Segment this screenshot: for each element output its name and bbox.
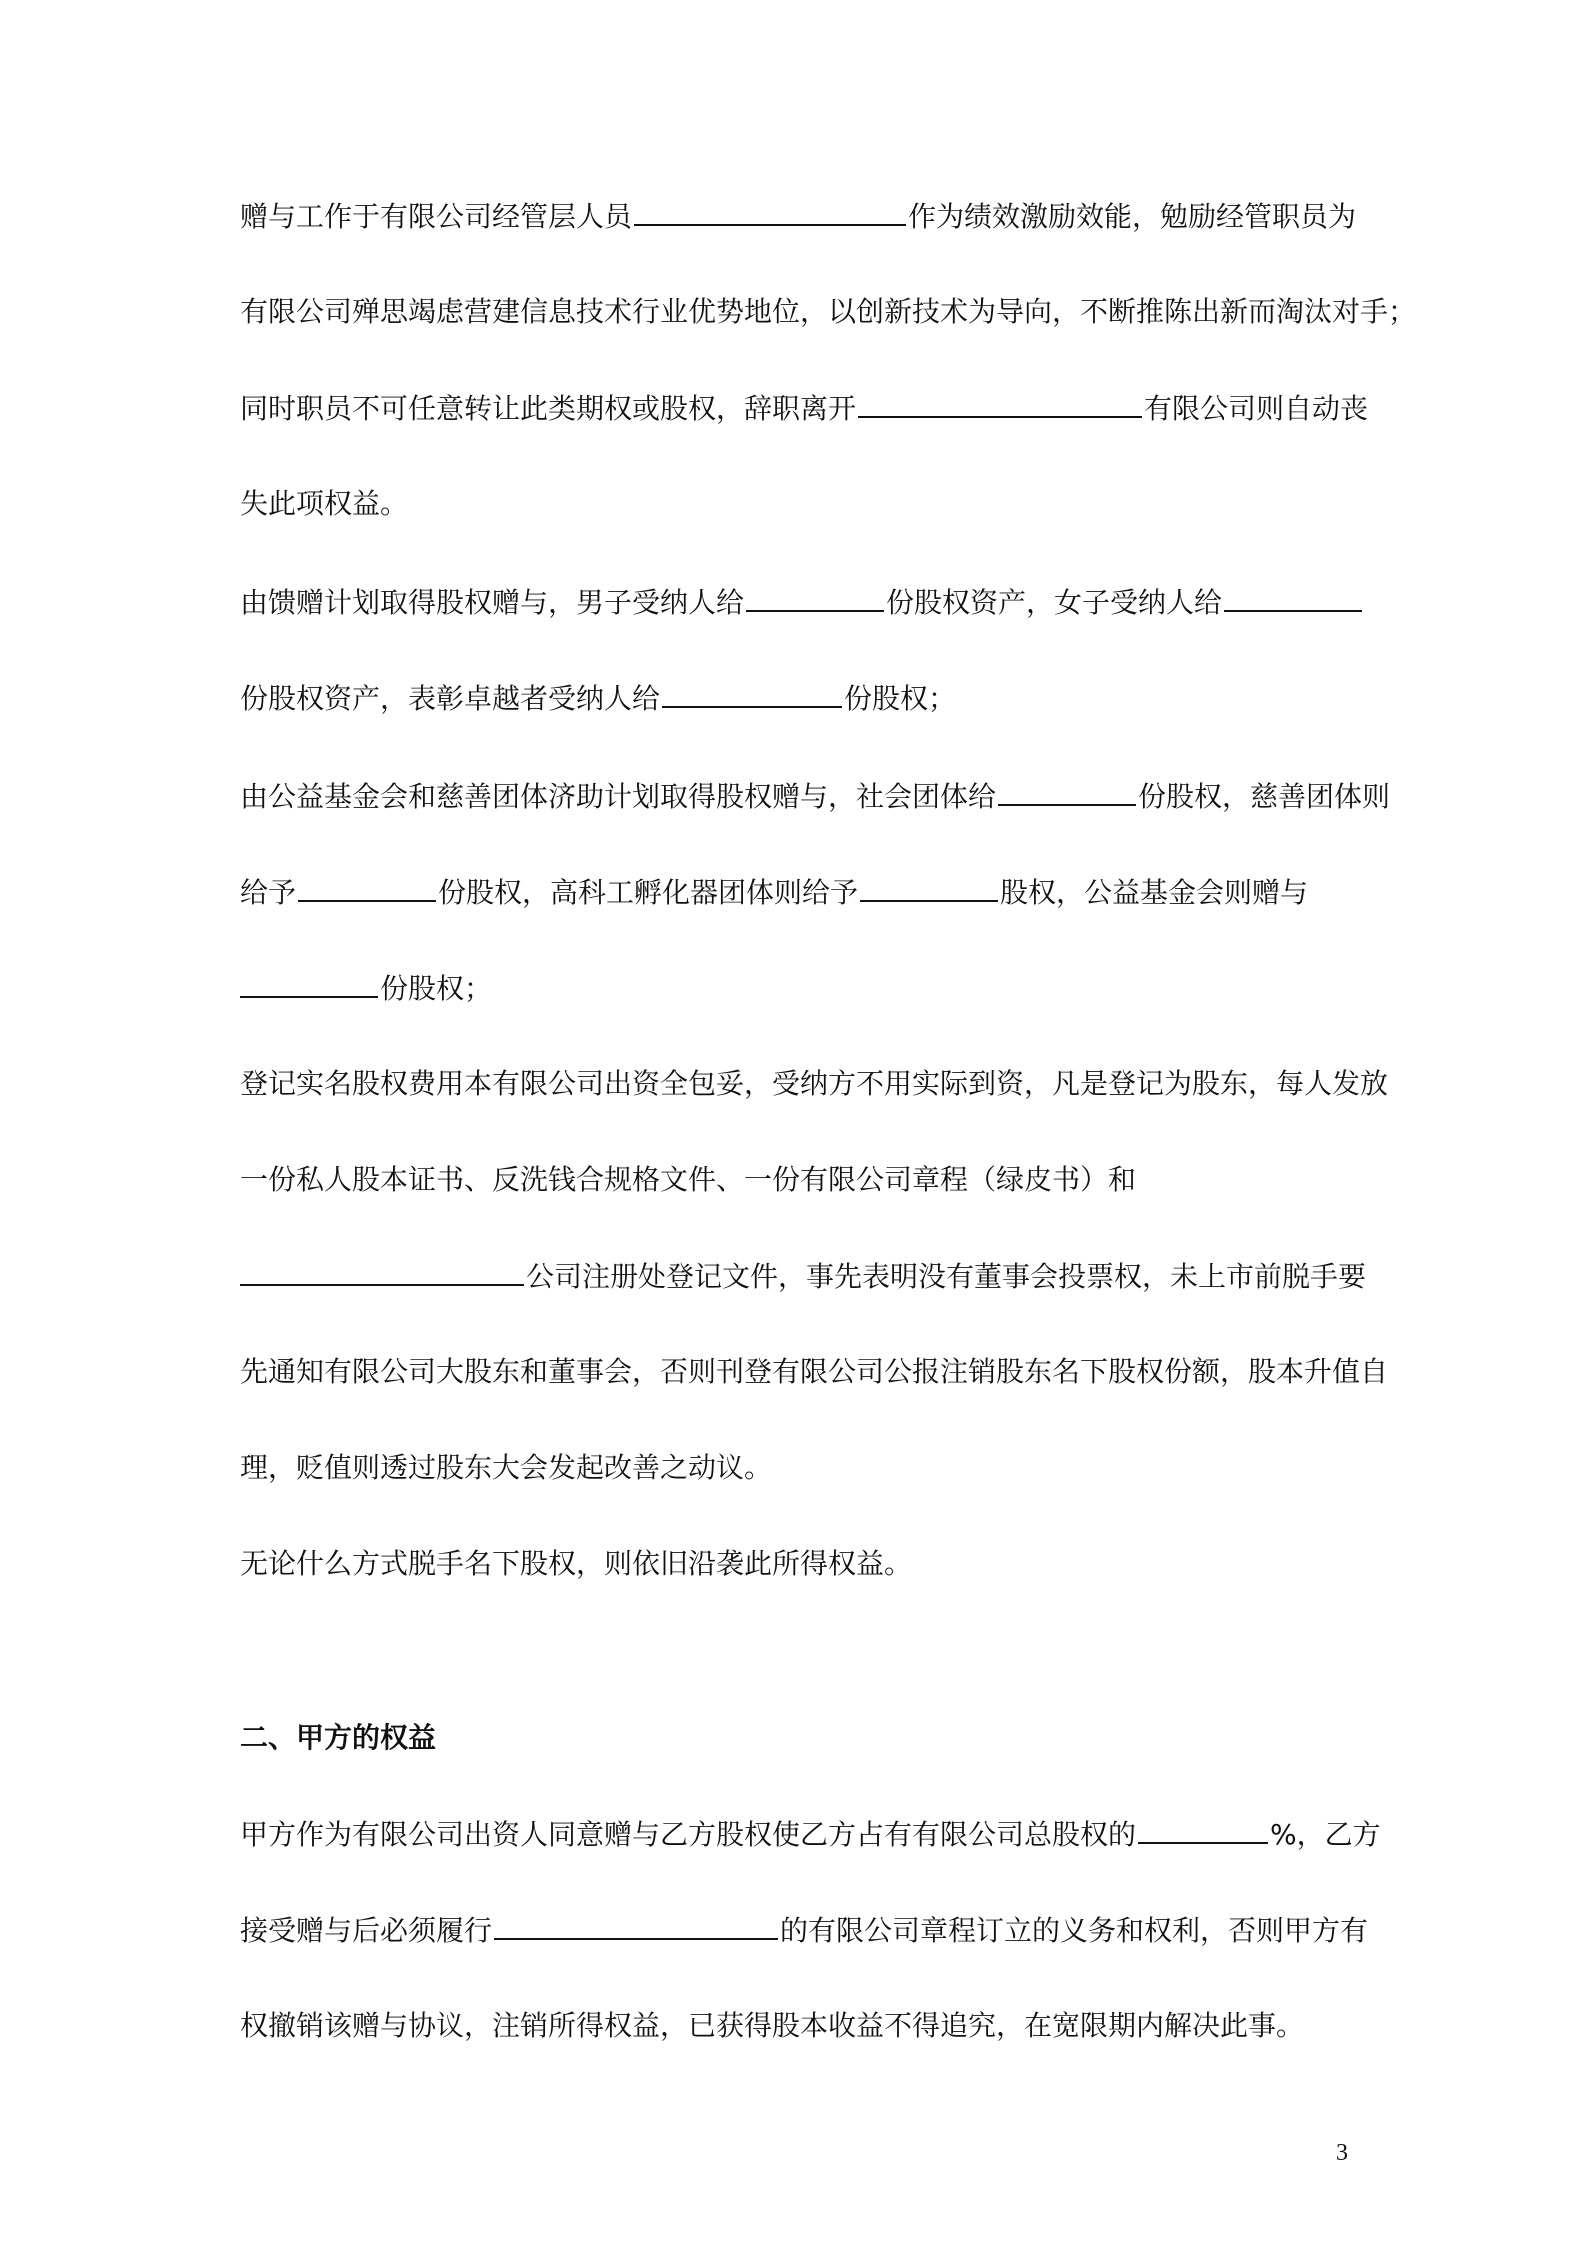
text-line: 理，贬值则透过股东大会发起改善之动议。	[240, 1451, 773, 1484]
text-line: 一份私人股本证书、反洗钱合规格文件、一份有限公司章程（绿皮书）和	[240, 1163, 1137, 1196]
text-line: 权撤销该赠与协议，注销所得权益，已获得股本收益不得追究，在宽限期内解决此事。	[240, 2009, 1305, 2042]
text-line: 失此项权益。	[240, 487, 409, 520]
text-span: 的有限公司章程订立的义务和权利，否则甲方有	[780, 1914, 1369, 1947]
text-line: 先通知有限公司大股东和董事会，否则刊登有限公司公报注销股东名下股权份额，股本升值自	[240, 1355, 1389, 1388]
text-line	[240, 1814, 1381, 1855]
text-line	[240, 968, 1365, 1009]
text-line	[240, 582, 1365, 623]
fill-in-blank[interactable]	[1138, 1814, 1268, 1844]
text-span: 给予	[240, 876, 297, 909]
fill-in-blank[interactable]	[662, 678, 842, 708]
section-heading: 二、甲方的权益	[240, 1721, 437, 1754]
fill-in-blank[interactable]	[240, 1256, 524, 1286]
fill-in-blank[interactable]	[1224, 582, 1362, 612]
text-span: 股权，公益基金会则赠与	[1000, 876, 1309, 909]
fill-in-blank[interactable]	[634, 196, 906, 226]
text-span: 作为绩效激励效能，勉励经管职员为	[908, 200, 1357, 233]
text-span: 赠与工作于有限公司经管层人员	[240, 200, 633, 233]
fill-in-blank[interactable]	[998, 776, 1136, 806]
text-line	[240, 872, 1365, 913]
text-line	[240, 388, 1369, 429]
text-span: 份股权资产，表彰卓越者受纳人给	[240, 682, 661, 715]
text-span: 同时职员不可任意转让此类期权或股权，辞职离开	[240, 392, 857, 425]
fill-in-blank[interactable]	[494, 1910, 778, 1940]
text-line	[240, 1256, 1365, 1297]
text-span: 公司注册处登记文件，事先表明没有董事会投票权，未上市前脱手要	[526, 1260, 1367, 1293]
text-line: 登记实名股权费用本有限公司出资全包妥，受纳方不用实际到资，凡是登记为股东，每人发放	[240, 1067, 1389, 1100]
text-span: %，乙方	[1270, 1818, 1381, 1851]
text-span: 份股权，慈善团体则	[1138, 780, 1391, 813]
text-line	[240, 1910, 1369, 1951]
text-span: 份股权资产，女子受纳人给	[886, 586, 1223, 619]
fill-in-blank[interactable]	[860, 872, 998, 902]
fill-in-blank[interactable]	[240, 968, 378, 998]
text-line: 有限公司殚思竭虑营建信息技术行业优势地位，以创新技术为导向，不断推陈出新而淘汰对手；	[240, 295, 1417, 328]
text-line	[240, 196, 1365, 237]
text-span: 由馈赠计划取得股权赠与，男子受纳人给	[240, 586, 745, 619]
text-line	[240, 776, 1391, 817]
text-span: 份股权，高科工孵化器团体则给予	[438, 876, 859, 909]
text-span: 份股权；	[844, 682, 957, 715]
text-span: 由公益基金会和慈善团体济助计划取得股权赠与，社会团体给	[240, 780, 997, 813]
text-span: 甲方作为有限公司出资人同意赠与乙方股权使乙方占有有限公司总股权的	[240, 1818, 1137, 1851]
text-span: 有限公司则自动丧	[1144, 392, 1369, 425]
fill-in-blank[interactable]	[298, 872, 436, 902]
fill-in-blank[interactable]	[746, 582, 884, 612]
text-span: 接受赠与后必须履行	[240, 1914, 493, 1947]
text-line	[240, 678, 1365, 719]
text-span: 份股权；	[380, 972, 493, 1005]
page-number: 3	[1336, 2140, 1348, 2166]
fill-in-blank[interactable]	[858, 388, 1142, 418]
text-line: 无论什么方式脱手名下股权，则依旧沿袭此所得权益。	[240, 1547, 913, 1580]
